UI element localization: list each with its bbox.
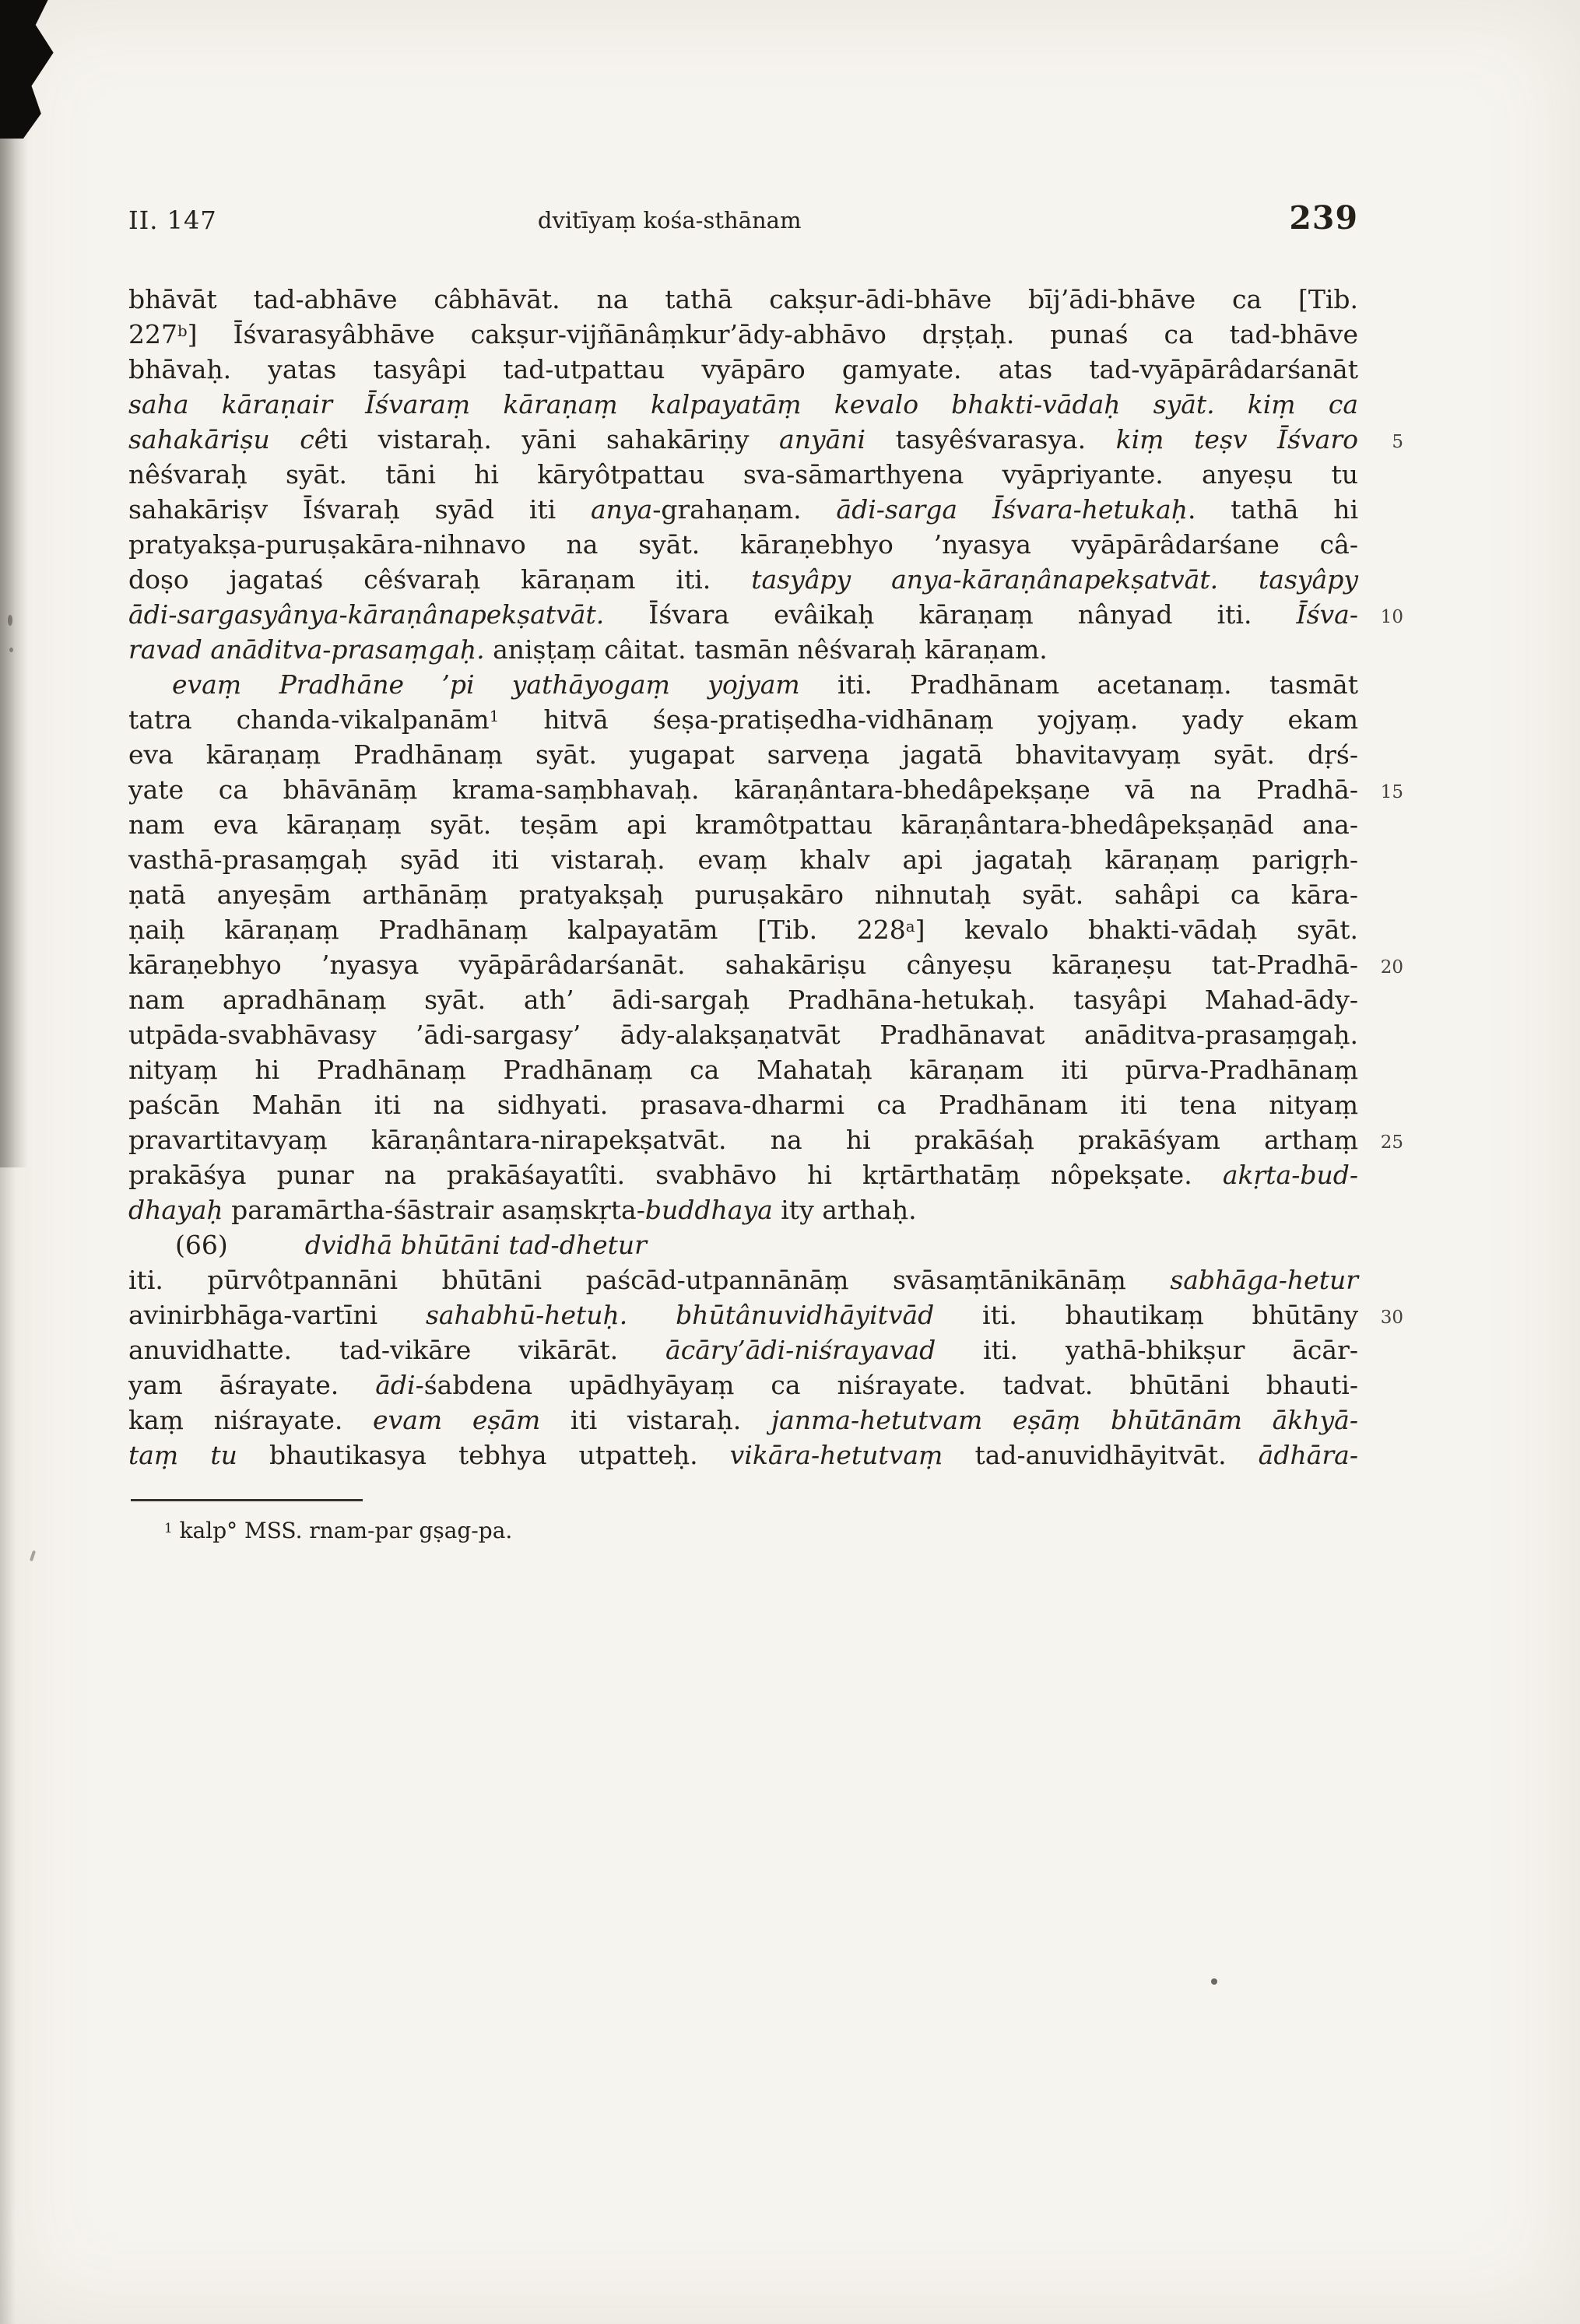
italic-segment: sabhāga-hetur: [1170, 1265, 1358, 1295]
italic-segment: kiṃ teṣv Īśvaro: [1115, 424, 1358, 455]
text-segment: ] kevalo bhakti-vādaḥ syāt.: [915, 915, 1359, 945]
text-segment: anuvidhatte. tad-vikāre vikārāt.: [128, 1335, 666, 1365]
text-line: [128, 842, 1358, 877]
italic-segment: taṃ tu: [128, 1440, 237, 1470]
text-segment: nêśvaraḥ syāt. tāni hi kāryôtpattau sva-sāmarthyena vyāpriyante. anyeṣu tu: [128, 459, 1358, 490]
text-segment: bhāvaḥ. yatas tasyâpi tad-utpattau vyāpāro gamyate. atas tad-vyāpārâdarśanāt: [128, 354, 1358, 384]
text-segment: avinirbhāga-vartīni: [128, 1300, 426, 1330]
text-line: [128, 702, 1358, 737]
footnote-text: kalp° MSS. rnam-par gṣag-pa.: [172, 1518, 513, 1543]
scan-corner-artifact: [0, 0, 68, 139]
italic-segment: ravad anāditva-prasaṃgaḥ.: [128, 634, 485, 665]
text-segment: prakāśya punar na prakāśayatîti. svabhāvo hi kṛtārthatāṃ nôpekṣate.: [128, 1160, 1223, 1190]
italic-segment: vikāra-hetutvaṃ: [729, 1440, 943, 1470]
text-segment: pravartitavyaṃ kāraṇântara-nirapekṣatvāt. na hi prakāśaḥ prakāśyam arthaṃ: [128, 1125, 1358, 1155]
italic-segment: saha kāraṇair Īśvaraṃ kāraṇaṃ kalpayatāṃ kevalo bhakti-vādaḥ syāt. kiṃ ca: [128, 389, 1358, 420]
italic-segment: bhūtânuvidhāyitvād: [676, 1300, 935, 1330]
text-line: [128, 1332, 1358, 1367]
text-line: [128, 1402, 1358, 1438]
text-line: [128, 632, 1358, 667]
text-segment: tad-anuvidhāyitvāt.: [943, 1440, 1259, 1470]
italic-segment: ādi-sargasyânya-kāraṇânapekṣatvāt.: [128, 599, 605, 630]
header-running-title: dvitīyaṃ kośa-sthānam: [537, 207, 802, 233]
ink-speck: [1211, 1978, 1217, 1985]
text-line: [128, 387, 1358, 422]
italic-segment: buddhaya: [644, 1195, 773, 1225]
superscript: b: [177, 322, 188, 341]
italic-segment: sahakāriṣu cê: [128, 424, 330, 455]
text-segment: kāraṇebhyo ’nyasya vyāpārâdarśanāt. sahakāriṣu cânyeṣu kāraṇeṣu tat-Pradhā-: [128, 950, 1358, 980]
footnote: [128, 1515, 1358, 1547]
text-segment: ity arthaḥ.: [772, 1195, 917, 1225]
text-segment: iti. pūrvôtpannāni bhūtāni paścād-utpannānāṃ svāsaṃtānikānāṃ: [128, 1265, 1171, 1295]
margin-line-number: 25: [1380, 1132, 1403, 1153]
text-line: [128, 317, 1358, 352]
text-line: [128, 492, 1358, 527]
italic-segment: tasyâpy anya-kāraṇânapekṣatvāt.: [751, 564, 1219, 595]
text-line: [128, 597, 1403, 632]
italic-segment: tasyâpy: [1259, 564, 1358, 595]
italic-segment: anyāni: [779, 424, 866, 455]
text-segment: nityaṃ hi Pradhānaṃ Pradhānaṃ ca Mahataḥ kāraṇam iti pūrva-Pradhānaṃ: [128, 1055, 1358, 1085]
superscript: 1: [489, 707, 500, 726]
italic-segment: evam eṣām: [373, 1405, 541, 1435]
italic-segment: akṛta-bud-: [1222, 1160, 1358, 1190]
text-segment: ] Īśvarasyâbhāve cakṣur-vijñānâṃkur’ādy-abhāvo dṛṣṭaḥ. punaś ca tad-bhāve: [187, 319, 1358, 349]
text-segment: -śabdena upādhyāyaṃ ca niśrayate. tadvat. bhūtāni bhauti-: [415, 1370, 1359, 1400]
text-line: [128, 1087, 1358, 1122]
text-segment: tasyêśvarasya.: [865, 424, 1116, 455]
text-segment: ṇaiḥ kāraṇaṃ Pradhānaṃ kalpayatām [Tib. 228: [128, 915, 906, 945]
text-segment: . tathā hi: [1188, 494, 1358, 525]
italic-segment: sahabhū-hetuḥ.: [425, 1300, 628, 1330]
text-segment: [1218, 564, 1259, 595]
text-line: [128, 1017, 1358, 1052]
italic-segment: Īśva-: [1296, 599, 1358, 630]
text-segment: nam apradhānaṃ syāt. ath’ ādi-sargaḥ Pradhāna-hetukaḥ. tasyâpi Mahad-ādy-: [128, 985, 1358, 1015]
text-segment: yate ca bhāvānāṃ krama-saṃbhavaḥ. kāraṇântara-bhedâpekṣaṇe vā na Pradhā-: [128, 774, 1358, 805]
text-segment: paramārtha-śāstrair asaṃskṛta-: [223, 1195, 645, 1225]
text-line: [128, 667, 1358, 702]
header-page-number: 239: [1289, 199, 1358, 237]
text-line: [128, 1122, 1403, 1157]
italic-segment: ācāry’ādi-niśrayavad: [665, 1335, 936, 1365]
text-segment: iti vistaraḥ.: [540, 1405, 771, 1435]
italic-segment: dvidhā bhūtāni tad-dhetur: [304, 1230, 647, 1260]
text-line: [128, 422, 1403, 457]
text-line: [128, 1192, 1358, 1227]
text-line: [128, 912, 1358, 947]
text-segment: bhautikasya tebhya utpatteḥ.: [237, 1440, 730, 1470]
text-line: [128, 352, 1358, 387]
text-segment: doṣo jagataś cêśvaraḥ kāraṇam iti.: [128, 564, 752, 595]
text-line: [128, 1367, 1358, 1402]
text-segment: vasthā-prasaṃgaḥ syād iti vistaraḥ. evaṃ khalv api jagataḥ kāraṇaṃ parigṛh-: [128, 844, 1358, 875]
text-segment: Īśvara evâikaḥ kāraṇaṃ nânyad iti.: [604, 599, 1297, 630]
text-segment: hitvā śeṣa-pratiṣedha-vidhānaṃ yojyaṃ. yady ekam: [499, 704, 1358, 735]
text-line: [128, 282, 1358, 317]
italic-segment: anya: [591, 494, 653, 525]
text-segment: yam āśrayate.: [128, 1370, 376, 1400]
text-line: [128, 947, 1403, 982]
margin-line-number: 5: [1392, 432, 1403, 452]
text-segment: pratyakṣa-puruṣakāra-nihnavo na syāt. kāraṇebhyo ’nyasya vyāpārâdarśane câ-: [128, 529, 1358, 560]
margin-line-number: 20: [1380, 957, 1403, 978]
margin-line-number: 10: [1380, 607, 1403, 627]
text-segment: [627, 1300, 676, 1330]
italic-segment: evaṃ Pradhāne ’pi yathāyogaṃ yojyam: [172, 669, 800, 700]
text-segment: (66): [175, 1230, 228, 1260]
karika-line: [128, 1227, 1358, 1262]
text-line: [128, 737, 1358, 772]
page-header: [128, 199, 1358, 240]
text-segment: [228, 1230, 305, 1260]
text-segment: bhāvāt tad-abhāve câbhāvāt. na tathā cakṣur-ādi-bhāve bīj’ādi-bhāve ca [Tib.: [128, 284, 1358, 314]
text-line: [128, 1157, 1358, 1192]
text-line: [128, 807, 1358, 842]
italic-segment: ādi-sarga Īśvara-hetukaḥ: [836, 494, 1188, 525]
ink-speck: [8, 615, 12, 626]
superscript: a: [905, 918, 915, 936]
text-segment: 227: [128, 319, 177, 349]
text-line: [128, 772, 1403, 807]
text-segment: ti vistaraḥ. yāni sahakāriṇy: [329, 424, 780, 455]
text-segment: kaṃ niśrayate.: [128, 1405, 374, 1435]
text-segment: ṇatā anyeṣām arthānāṃ pratyakṣaḥ puruṣakāro nihnutaḥ syāt. sahâpi ca kāra-: [128, 879, 1358, 910]
text-block: [128, 282, 1403, 1473]
text-segment: tatra chanda-vikalpanām: [128, 704, 490, 735]
text-line: [128, 562, 1358, 597]
text-segment: iti. yathā-bhikṣur ācār-: [936, 1335, 1358, 1365]
ink-speck: [9, 648, 13, 652]
margin-line-number: 15: [1380, 782, 1403, 802]
ink-speck: [30, 1550, 36, 1562]
text-line: [128, 1052, 1358, 1087]
text-segment: aniṣṭaṃ câitat. tasmān nêśvaraḥ kāraṇam.: [484, 634, 1048, 665]
margin-line-number: 30: [1380, 1308, 1403, 1328]
text-line: [128, 527, 1358, 562]
header-section-number: II. 147: [128, 205, 217, 235]
footnote-separator: [131, 1499, 363, 1501]
text-segment: paścān Mahān iti na sidhyati. prasava-dharmi ca Pradhānam iti tena nityaṃ: [128, 1090, 1358, 1120]
text-segment: utpāda-svabhāvasy ’ādi-sargasy’ ādy-alakṣaṇatvāt Pradhānavat anāditva-prasaṃgaḥ.: [128, 1020, 1358, 1050]
text-line: [128, 982, 1358, 1017]
italic-segment: dhayaḥ: [128, 1195, 223, 1225]
text-line: [128, 1438, 1358, 1473]
text-line: [128, 877, 1358, 912]
text-segment: sahakāriṣv Īśvaraḥ syād iti: [128, 494, 591, 525]
text-line: [128, 1297, 1403, 1332]
text-segment: -grahaṇam.: [652, 494, 837, 525]
text-segment: eva kāraṇaṃ Pradhānaṃ syāt. yugapat sarveṇa jagatā bhavitavyaṃ syāt. dṛś-: [128, 739, 1358, 770]
footnote-marker: 1: [164, 1520, 173, 1536]
text-line: [128, 1262, 1358, 1297]
italic-segment: ādhāra-: [1258, 1440, 1358, 1470]
text-segment: iti. bhautikaṃ bhūtāny: [934, 1300, 1358, 1330]
text-line: [128, 457, 1358, 492]
italic-segment: ādi: [375, 1370, 416, 1400]
scan-edge-shadow-top: [0, 0, 28, 1167]
text-segment: iti. Pradhānam acetanaṃ. tasmāt: [799, 669, 1358, 700]
italic-segment: janma-hetutvam eṣāṃ bhūtānām ākhyā-: [771, 1405, 1358, 1435]
text-segment: nam eva kāraṇaṃ syāt. teṣām api kramôtpattau kāraṇântara-bhedâpekṣaṇād ana-: [128, 809, 1358, 840]
